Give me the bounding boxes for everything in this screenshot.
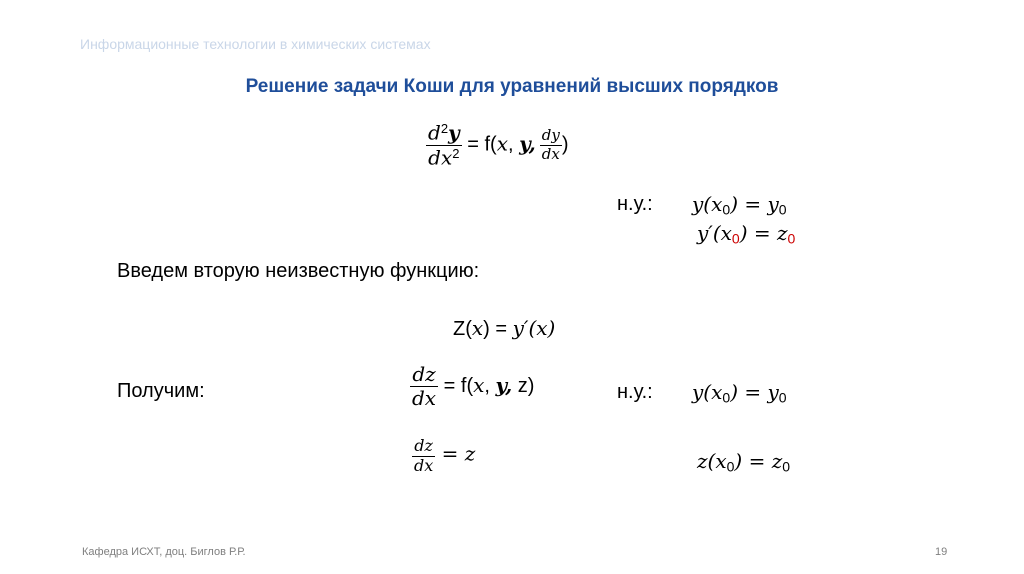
fraction-d2y-dx2: $\frac{d^2y}{dx^2}$ — [428, 120, 460, 169]
fraction-dz-dx-small: $\frac{dz}{dx}$ — [414, 436, 434, 475]
initial-condition-y-2: $y(x_0) = y_0$ — [692, 380, 787, 406]
fraction-dy-dx: $\frac{dy}{dx}$ — [541, 125, 560, 163]
initial-condition-z: $z(x_0) = z_0$ — [697, 449, 791, 475]
equation-second-order: $\frac{d^2y}{dx^2}$ = f(x, y, $\frac{dy}{dx}$ ) — [428, 120, 569, 169]
equation-dz-dx-f: $\frac{dz}{dx}$ = f(x, y, z) — [412, 362, 535, 410]
page-number: 19 — [935, 546, 948, 558]
initial-conditions-label-2: н.у.: — [617, 381, 653, 403]
slide-header: Информационные технологии в химических системах — [80, 36, 431, 52]
fraction-dz-dx: $\frac{dz}{dx}$ — [412, 362, 437, 410]
initial-condition-y: $y(x_0) = y_0$ — [692, 192, 787, 218]
intro-text: Введем вторую неизвестную функцию: — [117, 260, 480, 282]
equation-dz-dx-z: $\frac{dz}{dx}$ = z — [414, 436, 476, 475]
initial-conditions-label-1: н.у.: — [617, 193, 653, 215]
z-definition: Z(x) = y′(x) — [453, 316, 556, 340]
initial-condition-yprime: $y'(x_0) = z_0$ — [697, 221, 796, 247]
slide-title: Решение задачи Коши для уравнений высших порядков — [245, 76, 779, 97]
footer-author: Кафедра ИСХТ, доц. Биглов Р.Р. — [82, 546, 246, 558]
obtain-label: Получим: — [117, 380, 205, 402]
